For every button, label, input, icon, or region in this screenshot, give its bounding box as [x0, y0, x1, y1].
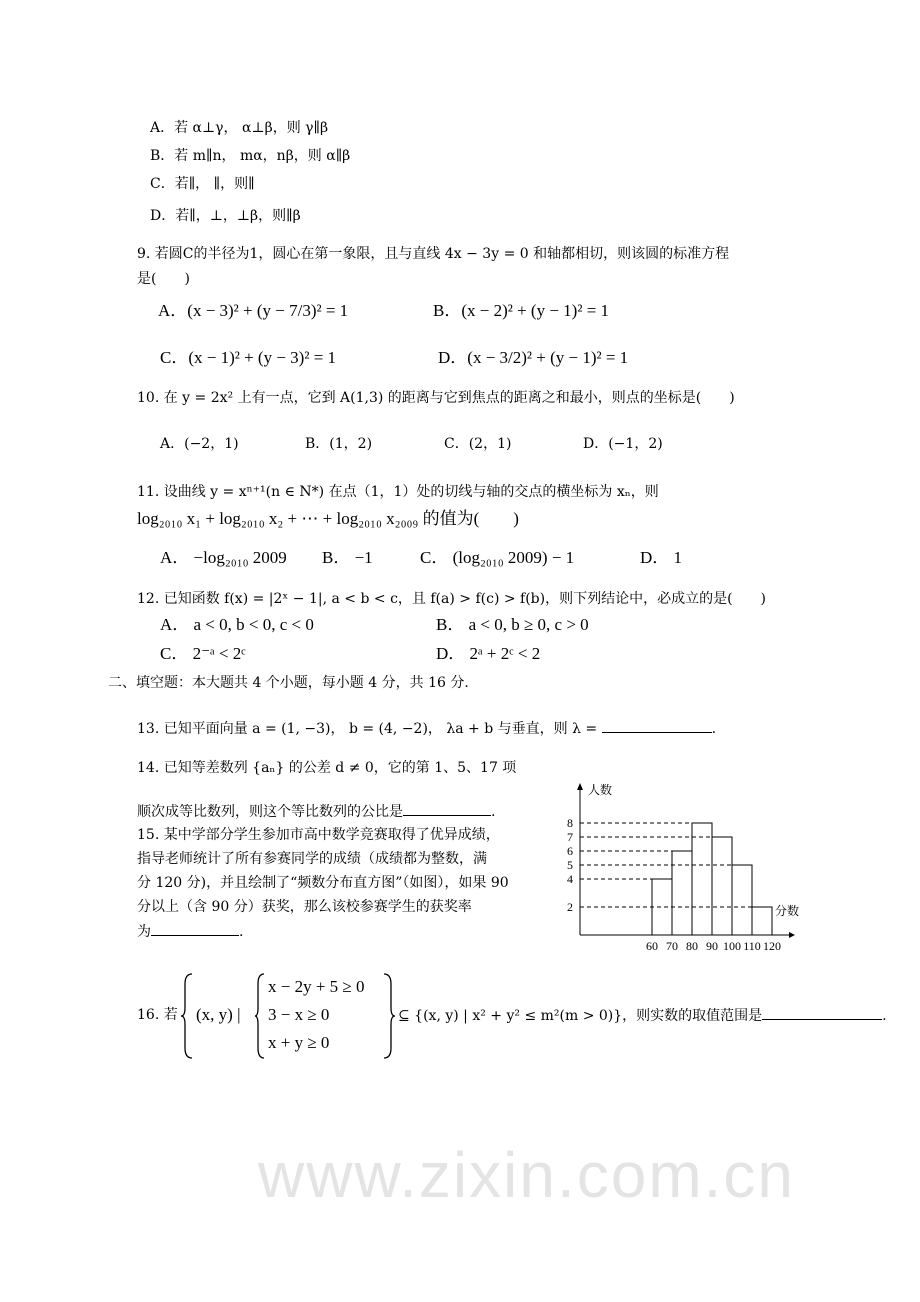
left-brace — [180, 972, 194, 1060]
q16-set-right: ⊆ {(x, y) | x² + y² ≤ m²(m > 0)}，则实数的取值范围是 — [398, 1008, 763, 1024]
y-tick-label: 4 — [567, 872, 573, 886]
q15-end: . — [239, 924, 244, 940]
q9-option-d: D．(x − 3/2)² + (y − 1)² = 1 — [438, 348, 629, 367]
q10-stem: 10. 在 y = 2x² 上有一点，它到 A(1,3) 的距离与它到焦点的距离之和最小，则点的坐标是( ) — [137, 390, 735, 406]
q9-option-c: C．(x − 1)² + (y − 3)² = 1 — [160, 348, 337, 367]
q9-option-b: B．(x − 2)² + (y − 1)² = 1 — [433, 301, 610, 320]
q9-stem: 9. 若圆C的半径为1，圆心在第一象限，且与直线 4x − 3y = 0 和轴都相切，则该圆的标准方程 — [137, 246, 730, 262]
q9-option-a: A．(x − 3)² + (y − 7/3)² = 1 — [158, 301, 349, 320]
q14-answer-blank[interactable] — [403, 801, 491, 816]
q8-option-b: B．若 m∥n， mα，nβ，则 α∥β — [150, 148, 351, 164]
q16-end: . — [882, 1008, 887, 1024]
x-tick-label: 110 — [743, 939, 761, 953]
q10-option-c: C．(2，1) — [444, 436, 512, 452]
x-tick-label: 80 — [686, 939, 698, 953]
q13-stem: 13. 已知平面向量 a = (1, −3)， b = (4, −2)， λa + b 与垂直，则 λ = — [137, 721, 598, 737]
q8-option-c: C．若∥， ∥，则∥ — [150, 176, 255, 192]
section-heading: 二、填空题：本大题共 4 个小题，每小题 4 分，共 16 分. — [108, 675, 469, 691]
q11-stem-cont: log₂₀₁₀ x₁ + log₂₀₁₀ x₂ + ⋯ + log₂₀₁₀ x₂₀₀₉ 的值为( ) — [137, 509, 519, 528]
histogram-bar — [752, 907, 772, 935]
x-tick-label: 120 — [763, 939, 781, 953]
q10-option-b: B．(1，2) — [305, 436, 373, 452]
q15-line: 15. 某中学部分学生参加市高中数学竞赛取得了优异成绩， — [137, 827, 500, 843]
histogram — [565, 778, 805, 953]
q12-option-b: B． a < 0, b ≥ 0, c > 0 — [436, 615, 589, 634]
system-brace — [254, 972, 266, 1060]
q16-condition: 3 − x ≥ 0 — [268, 1005, 330, 1024]
histogram-bar — [732, 865, 752, 935]
q11-option-b: B． −1 — [322, 548, 373, 567]
x-axis-label: 分数 — [775, 904, 800, 918]
y-tick-label: 7 — [567, 830, 573, 844]
q10-option-a: A．(−2，1) — [160, 436, 239, 452]
q12-stem: 12. 已知函数 f(x) = |2ˣ − 1|, a < b < c，且 f(a) > f(c) > f(b)，则下列结论中，必成立的是( ) — [137, 591, 767, 607]
watermark: www.zixin.com.cn — [258, 1139, 795, 1211]
y-tick-label: 2 — [567, 900, 573, 914]
x-tick-label: 70 — [666, 939, 678, 953]
q15-last-text: 为 — [137, 924, 151, 940]
q15-line: 指导老师统计了所有参赛同学的成绩（成绩都为整数，满 — [137, 851, 487, 867]
histogram-bar — [692, 823, 712, 935]
q10-option-d: D．(−1，2) — [583, 436, 663, 452]
y-axis-label: 人数 — [588, 783, 613, 797]
y-tick-label: 5 — [567, 858, 573, 872]
q14-stem-cont: 顺次成等比数列，则这个等比数列的公比是 — [137, 804, 403, 820]
q13 — [137, 718, 716, 739]
q11-stem: 11. 设曲线 y = xⁿ⁺¹(n ∈ N*) 在点（1，1）处的切线与轴的交点的横坐标为 xₙ，则 — [137, 484, 659, 500]
q11-option-d: D． 1 — [640, 548, 683, 567]
q16-prefix: 16. 若 — [137, 1007, 178, 1023]
q16-condition: x + y ≥ 0 — [268, 1033, 330, 1052]
q8-option-a: A．若 α⊥γ， α⊥β，则 γ∥β — [150, 120, 329, 136]
x-tick-label: 60 — [646, 939, 658, 953]
q16-condition: x − 2y + 5 ≥ 0 — [268, 977, 365, 996]
q16-rest — [398, 1005, 887, 1026]
q15-line: 分以上（含 90 分）获奖，那么该校参赛学生的获奖率 — [137, 899, 472, 915]
q15-answer-blank[interactable] — [151, 921, 239, 936]
q11-option-c: C． (log₂₀₁₀ 2009) − 1 — [420, 548, 575, 567]
q12-option-d: D． 2ᵃ + 2ᶜ < 2 — [436, 644, 541, 663]
q15-last — [137, 921, 243, 942]
histogram-bar — [712, 837, 732, 935]
q14-cont — [137, 801, 495, 822]
q14-stem: 14. 已知等差数列 {aₙ} 的公差 d ≠ 0，它的第 1、5、17 项 — [137, 760, 517, 776]
q12-option-a: A． a < 0, b < 0, c < 0 — [160, 615, 314, 634]
q14-end: . — [491, 804, 496, 820]
q13-answer-blank[interactable] — [602, 718, 712, 733]
x-tick-label: 90 — [706, 939, 718, 953]
histogram-bar — [672, 851, 692, 935]
x-axis-arrow — [789, 932, 795, 938]
q16-set-left: (x, y) | — [196, 1005, 241, 1024]
q12-option-c: C． 2⁻ᵃ < 2ᶜ — [160, 644, 246, 663]
y-tick-label: 6 — [567, 844, 573, 858]
q13-end: . — [711, 721, 717, 737]
right-brace — [382, 972, 396, 1060]
histogram-bar — [652, 879, 672, 935]
q16-answer-blank[interactable] — [762, 1005, 882, 1020]
q8-option-d: D．若∥，⊥，⊥β，则∥β — [150, 208, 301, 224]
q15-line: 分 120 分)，并且绘制了“频数分布直方图”（如图），如果 90 — [137, 875, 509, 891]
y-tick-label: 8 — [567, 816, 573, 830]
y-axis-arrow — [577, 783, 583, 790]
q9-stem-cont: 是( ) — [137, 271, 190, 287]
x-tick-label: 100 — [723, 939, 741, 953]
q11-option-a: A． −log₂₀₁₀ 2009 — [160, 548, 287, 567]
